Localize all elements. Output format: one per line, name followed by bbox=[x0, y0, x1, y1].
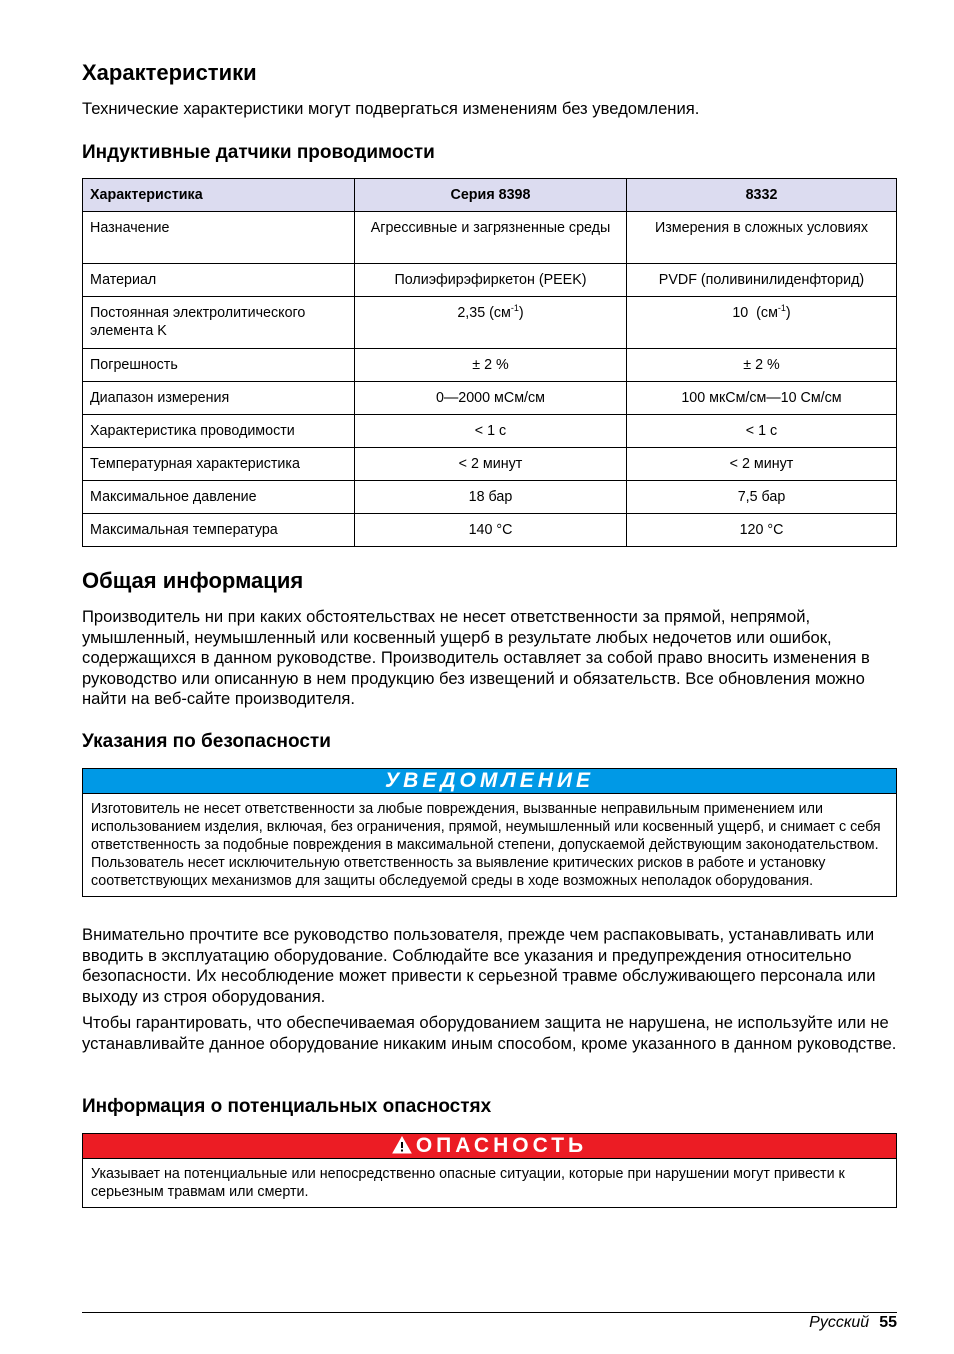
table-row bbox=[83, 212, 897, 264]
table-cell: 7,5 бар bbox=[627, 481, 897, 514]
table-cell: Постоянная электролитического элемента K bbox=[83, 297, 355, 349]
table-cell: ± 2 % bbox=[627, 349, 897, 382]
table-row bbox=[83, 297, 897, 349]
spec-table bbox=[82, 178, 897, 547]
table-cell: 120 °C bbox=[627, 514, 897, 547]
cell-value-tail: ) bbox=[518, 305, 524, 321]
notice-label: УВЕДОМЛЕНИЕ bbox=[83, 769, 896, 794]
table-cell: 0—2000 мСм/см bbox=[355, 382, 627, 415]
hazard-title: Информация о потенциальных опасностях bbox=[82, 1096, 492, 1117]
table-cell: < 1 с bbox=[355, 415, 627, 448]
table-row bbox=[83, 481, 897, 514]
table-row bbox=[83, 448, 897, 481]
spec-note: Технические характеристики могут подвергаться изменениям без уведомления. bbox=[82, 99, 700, 118]
table-cell: ± 2 % bbox=[355, 349, 627, 382]
safety-text-1: Внимательно прочтите все руководство пользователя, прежде чем распаковывать, устанавливать или вводить в эксплуатацию оборудование. Соблюдайте все указания и предупреждения относительно безопасности. Их несоблюдение может привести к серьезной травме обслуживающего персонала или выходу из строя оборудования. bbox=[82, 925, 876, 1006]
table-cell: Измерения в сложных условиях bbox=[627, 212, 897, 264]
notice-text: Изготовитель не несет ответственности за любые повреждения, вызванные неправильным применением или использованием изделия, включая, без ограничения, прямой, неумышленный или косвенный ущерб, и снимает с себя ответственность за подобные повреждения в максимальной степени, допускаемой действующим законодательством. Пользователь несет исключительную ответственность за выявление критических рисков в работе и установку соответствующих механизмов для защиты обследуемой среды в ходе возможных неполадок оборудования. bbox=[91, 801, 881, 889]
general-title: Общая информация bbox=[82, 568, 304, 593]
table-cell: Материал bbox=[83, 264, 355, 297]
table-cell: Максимальная температура bbox=[83, 514, 355, 547]
table-header-cell: Характеристика bbox=[83, 179, 355, 212]
table-cell: < 2 минут bbox=[627, 448, 897, 481]
sensors-title: Индуктивные датчики проводимости bbox=[82, 142, 435, 163]
superscript: -1 bbox=[510, 303, 519, 313]
footer-divider bbox=[82, 1312, 897, 1313]
table-cell: < 1 с bbox=[627, 415, 897, 448]
table-cell: Характеристика проводимости bbox=[83, 415, 355, 448]
table-cell: 18 бар bbox=[355, 481, 627, 514]
cell-value: 10 (см bbox=[732, 305, 778, 321]
table-cell: 100 мкСм/см—10 См/см bbox=[627, 382, 897, 415]
table-cell: 140 °C bbox=[355, 514, 627, 547]
table-row bbox=[83, 415, 897, 448]
table-header-row bbox=[83, 179, 897, 212]
warning-triangle-icon bbox=[392, 1136, 412, 1160]
table-cell: Назначение bbox=[83, 212, 355, 264]
table-cell: Полиэфирэфиркетон (PEEK) bbox=[355, 264, 627, 297]
danger-box bbox=[82, 1133, 897, 1208]
general-text: Производитель ни при каких обстоятельствах не несет ответственности за прямой, непрямой, умышленный, неумышленный или косвенный ущерб в результате любых недочетов или ошибок, содержащихся в данном руководстве. Производитель оставляет за собой право вносить изменения в руководство или описанную в нем продукцию без извещений и обязательств. Все обновления можно найти на веб-сайте производителя. bbox=[82, 607, 870, 708]
section-title: Характеристики bbox=[82, 60, 257, 85]
table-row bbox=[83, 349, 897, 382]
safety-text-2: Чтобы гарантировать, что обеспечиваемая оборудованием защита не нарушена, не используйте или не устанавливайте данное оборудование никаким иным способом, кроме указанного в данном руководстве. bbox=[82, 1013, 897, 1053]
superscript: -1 bbox=[777, 303, 786, 313]
table-cell: Агрессивные и загрязненные среды bbox=[355, 212, 627, 264]
danger-label: ОПАСНОСТЬ bbox=[415, 1134, 588, 1157]
table-cell: < 2 минут bbox=[355, 448, 627, 481]
cell-value: 2,35 (см bbox=[457, 305, 511, 321]
danger-text: Указывает на потенциальные или непосредственно опасные ситуации, которые при нарушении могут привести к серьезным травмам или смерти. bbox=[91, 1166, 845, 1200]
table-row bbox=[83, 382, 897, 415]
table-cell bbox=[355, 297, 627, 349]
table-header-cell: Серия 8398 bbox=[355, 179, 627, 212]
page-number: 55 bbox=[879, 1314, 897, 1331]
page-footer bbox=[809, 1313, 897, 1333]
table-cell: Диапазон измерения bbox=[83, 382, 355, 415]
danger-bar bbox=[83, 1134, 896, 1159]
table-cell: Температурная характеристика bbox=[83, 448, 355, 481]
table-cell bbox=[627, 297, 897, 349]
table-cell: Максимальное давление bbox=[83, 481, 355, 514]
table-cell: Погрешность bbox=[83, 349, 355, 382]
notice-box bbox=[82, 768, 897, 897]
cell-value-tail: ) bbox=[785, 305, 791, 321]
table-header-cell: 8332 bbox=[627, 179, 897, 212]
table-row bbox=[83, 514, 897, 547]
safety-title: Указания по безопасности bbox=[82, 731, 331, 752]
footer-language: Русский bbox=[809, 1314, 870, 1331]
table-row bbox=[83, 264, 897, 297]
table-cell: PVDF (поливинилиденфторид) bbox=[627, 264, 897, 297]
